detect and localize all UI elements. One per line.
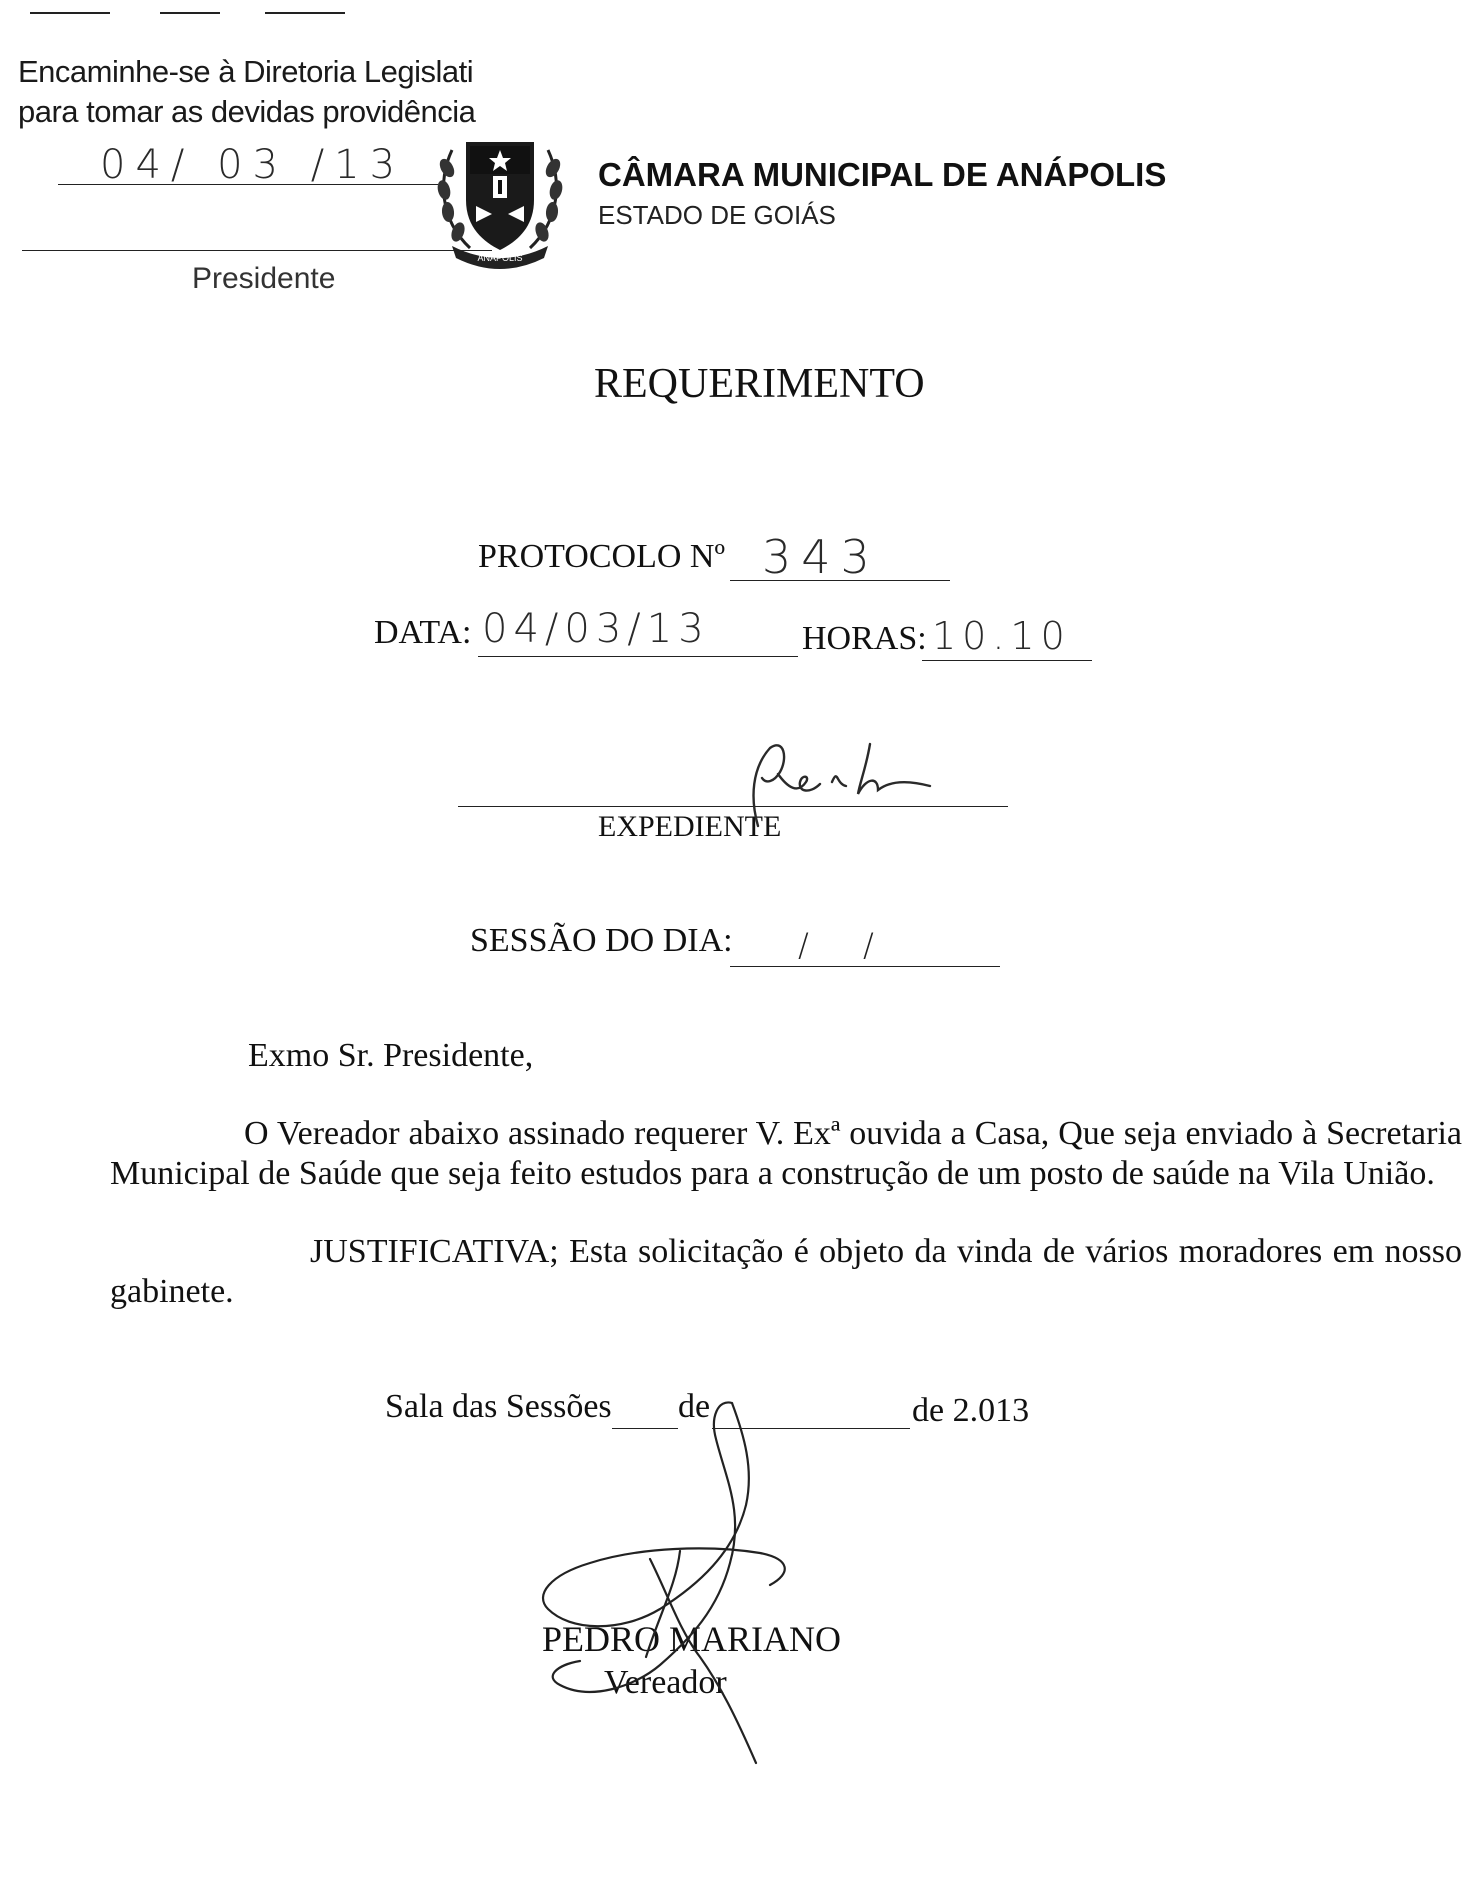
municipal-seal [430,120,570,270]
closing-year: de 2.013 [912,1392,1030,1429]
stamp-date-handwritten: 04/ 03 /13 [100,142,406,188]
expediente-label: EXPEDIENTE [598,810,782,843]
horas-line [922,660,1092,661]
justification-paragraph: JUSTIFICATIVA; Esta solicitação é objeto da vinda de vários moradores em nosso gabinete. [110,1233,1462,1310]
institution-state: ESTADO DE GOIÁS [598,200,836,230]
signer-role: Vereador [604,1664,727,1701]
data-line [478,656,798,657]
stamp-top-rule [30,12,110,14]
sessao-label: SESSÃO DO DIA: [470,922,733,959]
horas-value: 10.10 [932,614,1071,658]
horas-label: HORAS: [802,620,927,657]
stamp-top-rule-3 [265,12,345,14]
salutation: Exmo Sr. Presidente, [248,1037,534,1074]
protocolo-value: 343 [762,530,880,584]
signer-name: PEDRO MARIANO [542,1619,842,1659]
expediente-signature-icon [740,738,940,838]
sessao-line [730,966,1000,967]
vereador-signature-icon [530,1395,850,1775]
data-value: 04/03/13 [482,606,710,652]
stamp-line-2: para tomar as devidas providência [18,94,476,129]
stamp-signatory-role: Presidente [192,262,336,295]
closing-de: de [678,1388,711,1425]
stamp-top-rule-2 [160,12,220,14]
sessao-blank: / / [798,926,874,964]
request-paragraph: O Vereador abaixo assinado requerer V. Exª ouvida a Casa, Que seja enviado à Secretaria Municipal de Saúde que seja feito estudos para a construção de um posto de saúde na Vila União. [110,1115,1462,1192]
stamp-signature-line [22,250,492,251]
stamp-line-1: Encaminhe-se à Diretoria Legislati [18,54,474,89]
protocolo-label: PROTOCOLO Nº [478,538,725,575]
document-title: REQUERIMENTO [594,361,925,407]
data-label: DATA: [374,614,472,651]
seal-ribbon-text: ANÁPOLIS [477,253,523,263]
institution-name: CÂMARA MUNICIPAL DE ANÁPOLIS [598,156,1167,193]
closing-prefix: Sala das Sessões [385,1388,612,1425]
coat-of-arms-icon [430,120,570,270]
stamp-date-line [58,184,438,185]
